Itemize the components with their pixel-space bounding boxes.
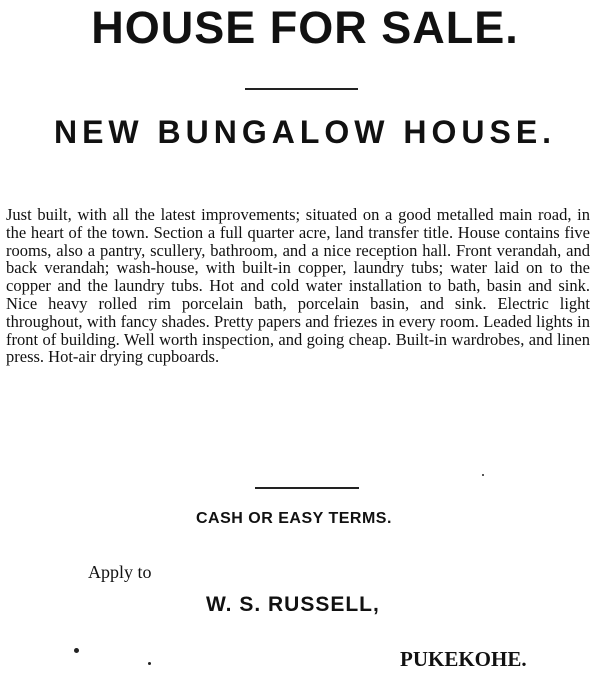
print-speck: [74, 648, 79, 653]
payment-terms: CASH OR EASY TERMS.: [196, 510, 392, 527]
print-speck: [482, 474, 484, 476]
advertisement-subheadline: NEW BUNGALOW HOUSE.: [53, 114, 557, 150]
agent-town: PUKEKOHE.: [400, 647, 527, 671]
property-description: Just built, with all the latest improvements; situated on a good metalled main road, in the heart of the town. Section a full quarter acre, land transfer title. House contains five rooms, also a pantry, scullery, bathroom, and a nice reception hall. Front verandah, and back verandah; wash-house, with built-in copper, laundry tubs; water laid on to the copper and the laundry tubs. Hot and cold water installation to bath, basin and sink. Nice heavy rolled rim porcelain bath, porcelain basin, and sink. Electric light throughout, with fancy shades. Pretty papers and friezes in every room. Leaded lights in front of building. Well worth inspection, and going cheap. Built-in wardrobes, and linen press. Hot-air drying cupboards.: [6, 205, 590, 367]
agent-name: W. S. RUSSELL,: [206, 593, 380, 616]
divider-rule: [255, 487, 359, 489]
print-speck: [148, 662, 151, 665]
advertisement-headline: HOUSE FOR SALE.: [91, 2, 519, 53]
apply-label: Apply to: [88, 562, 152, 582]
divider-rule: [245, 88, 358, 90]
